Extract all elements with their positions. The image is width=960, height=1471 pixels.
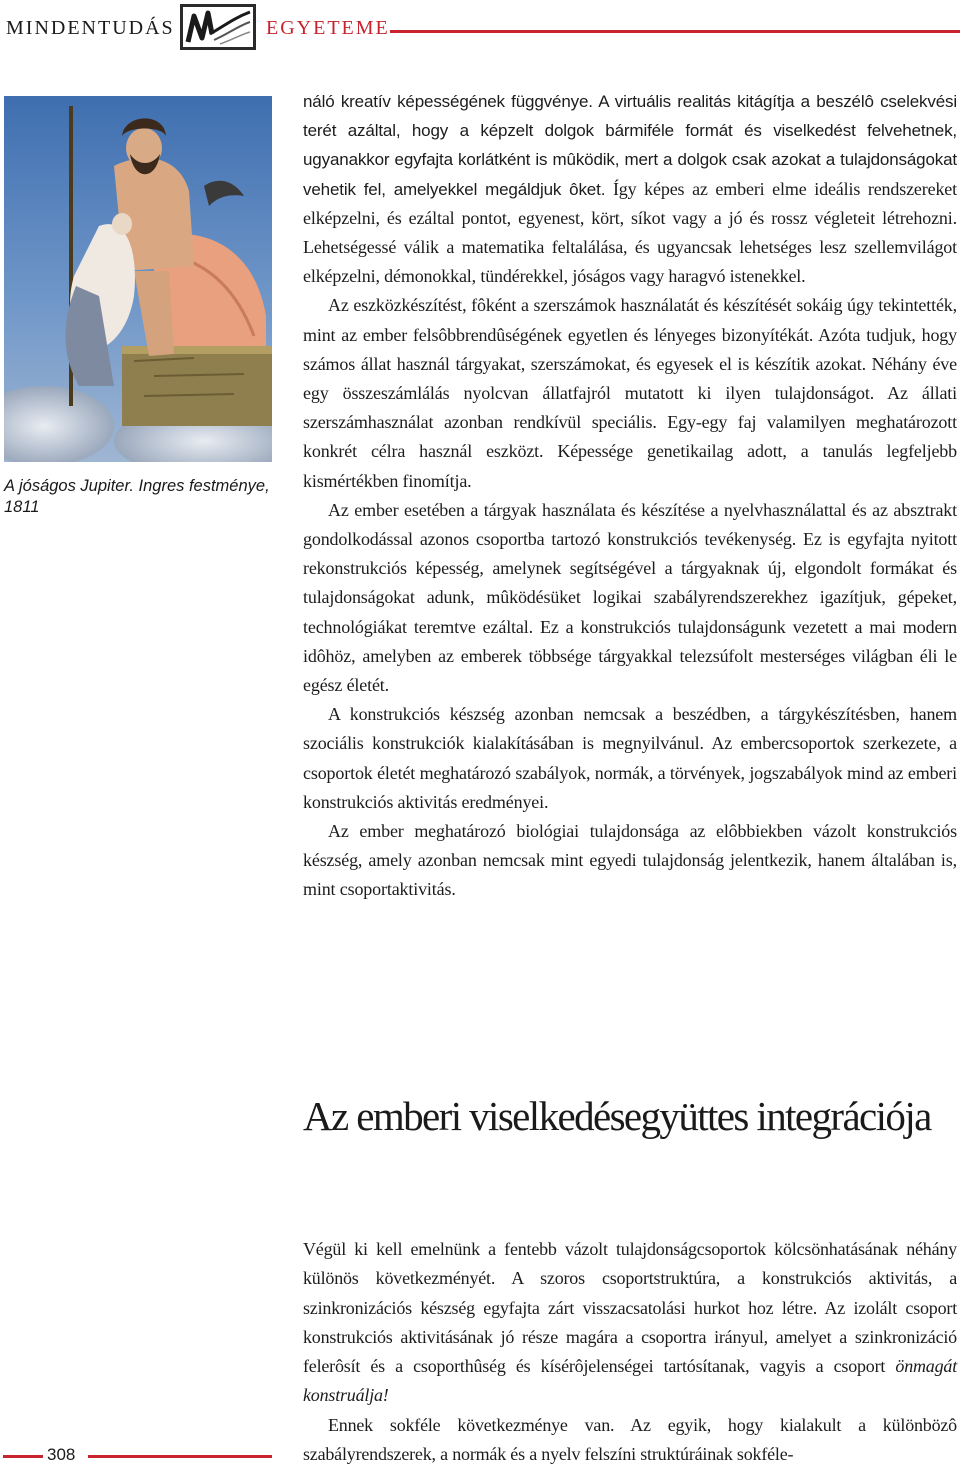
paragraph-1 <box>303 87 957 291</box>
section-text <box>303 1235 957 1469</box>
paragraph-1-sans: náló kreatív képességének függvénye. A virtuális realitás kitágítja a beszélô cselekvési terét azáltal, hogy a képzelt dolgok bármiféle formát és viselkedést felvehetnek, ugyanakkor egyfajta korlátként is mûködik, mert a dolgok csak azokat a tulajdonságokat vehetik fel, amelyekkel megáldjuk ôket. <box>303 92 957 199</box>
section-heading: Az emberi viselkedésegyüttes integrációja <box>303 1093 931 1139</box>
header-title-right: EGYETEME <box>266 17 390 39</box>
painting-icon <box>4 96 272 462</box>
section-paragraph-1 <box>303 1235 957 1411</box>
header-rule <box>390 30 960 33</box>
section-paragraph-1-main: Végül ki kell emelnünk a fentebb vázolt tulajdonságcsoportok kölcsönhatásának néhány különös következményét. A szoros csoportstruktúra, a konstrukciós aktivitás, a szinkronizációs készség egyfajta zárt visszacsatolási hurkot hoz létre. Az izolált csoport konstrukciós aktivitásának jó része magára a csoportra irányul, amelyet a szinkronizáció felerôsít és a csoporthûség és kísérôjelenségei tartósítanak, vagyis a csoport <box>303 1239 957 1377</box>
painting-image <box>4 96 272 462</box>
section-paragraph-1-italic: önmagát konstruálja! <box>303 1356 957 1406</box>
paragraph-1-serif: Így képes az emberi elme ideális rendszereket elképzelni, és ezáltal pontot, egyenest, kört, síkot vagy a jó és rossz végleteit létrehozni. Lehetségessé válik a matematika feltalálása, és ugyancsak lehetséges lesz szellemvilágot elképzelni, démonokkal, tündérekkel, jóságos vagy haragvó istenekkel. <box>303 178 957 287</box>
paragraph-5: Az ember meghatározó biológiai tulajdonsága az elôbbiekben vázolt konstrukciós készség, amely azonban nemcsak mint egyedi tulajdonság jelentkezik, hanem általában is, mint csoportaktivitás. <box>303 821 957 900</box>
body-text <box>303 87 957 905</box>
section-paragraph-2: Ennek sokféle következménye van. Az egyik, hogy kialakult a különbözô szabályrendszerek, a normák és a nyelv felszíni struktúráinak sokféle- <box>303 1414 957 1465</box>
paragraph-3: Az ember esetében a tárgyak használata és készítése a nyelvhasználattal és az absztrakt gondolkodással azonos csoportba tartozó konstrukciós tevékenység. Ez is egyfajta nyitott rekonstrukciós képesség, amelynek segítségével a tárgyaknak új, elgondolt formákat és tulajdonságokat adunk, mûködésüket logikai szabályrendszerekhez igazítjuk, gépeket, technológiákat teremtve ezáltal. Ez a konstrukciós tulajdonságunk vezetett a mai modern idôhöz, amelyben az emberek többsége tárgyakkal telezsúfolt mesterséges világban éli le egész életét. <box>303 499 957 696</box>
header-title-left: MINDENTUDÁS <box>6 17 175 39</box>
footer-rule-right <box>88 1455 272 1458</box>
paragraph-2: Az eszközkészítést, fôként a szerszámok használatát és készítését sokáig úgy tekintették, mint az ember felsôbbrendûségének egyetlen és lényeges bizonyítékát. Azóta tudjuk, hogy számos állat használ tárgyakat, szerszámokat, és egyesek el is készítik azokat. Néhány éve egy összeszámlálás nyolcvan állatfajról mutatott ki ilyen tulajdonságot. Az állati szerszámhasználat azonban rendkívül speciális. Egy-egy faj valamilyen meghatározott konkrét célra használ eszközt. Képessége genetikailag adott, a tanulás legfeljebb kismértékben finomítja. <box>303 295 957 491</box>
figure-caption: A jóságos Jupiter. Ingres festménye, 1811 <box>4 477 270 516</box>
footer-rule-left <box>3 1455 43 1458</box>
paragraph-4: A konstrukciós készség azonban nemcsak a beszédben, a tárgykészítésben, hanem szociális konstrukciók kialakításában is megnyilvánul. Az embercsoportok szerkezete, a csoportok életét meghatározó szabályok, normák, a törvények, jogszabályok mind az emberi konstrukciós aktivitás eredményei. <box>303 704 957 812</box>
logo-icon <box>180 4 256 50</box>
page-header <box>0 0 960 60</box>
page-number: 308 <box>47 1445 76 1464</box>
